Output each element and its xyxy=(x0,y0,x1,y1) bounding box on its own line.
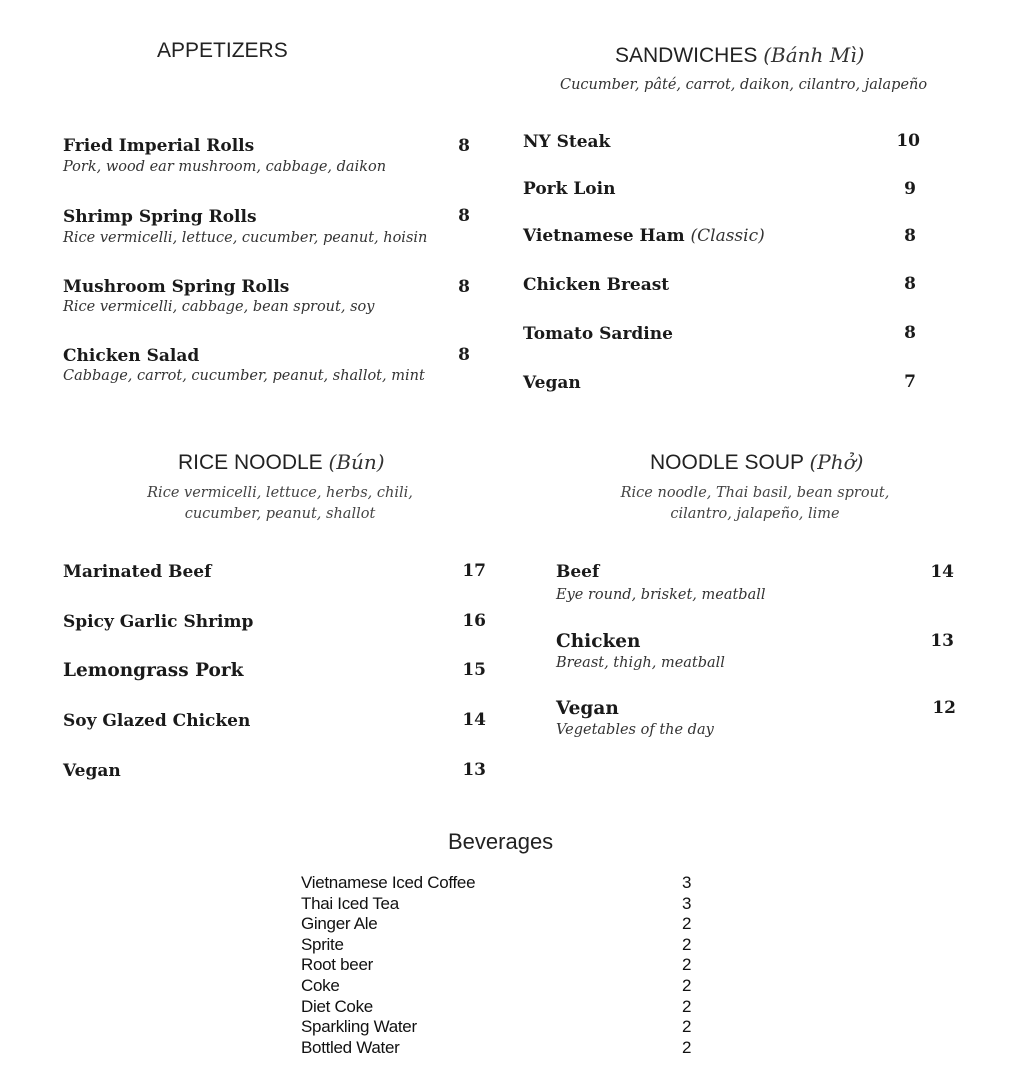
menu-item-price: 15 xyxy=(462,660,486,680)
menu-item-name: NY Steak xyxy=(523,132,611,152)
beverage-price: 2 xyxy=(682,1037,692,1057)
menu-item-name: Vegan xyxy=(63,761,121,781)
menu-item-name-text: Vietnamese Ham xyxy=(523,226,685,246)
beverage-name: Bottled Water xyxy=(301,1037,400,1057)
beverage-price: 2 xyxy=(682,996,692,1016)
menu-item-description: Pork, wood ear mushroom, cabbage, daikon xyxy=(63,159,387,175)
description-line: Rice noodle, Thai basil, bean sprout, xyxy=(620,485,890,501)
beverage-name: Sprite xyxy=(301,934,344,954)
menu-item-name: Marinated Beef xyxy=(63,562,212,582)
menu-item-name: Vegan xyxy=(523,373,581,393)
beverage-price: 2 xyxy=(682,1017,692,1037)
menu-item-price: 13 xyxy=(930,631,954,651)
menu-item-name-note: (Classic) xyxy=(690,226,765,246)
beverage-prices xyxy=(682,873,691,1058)
menu-item-price: 9 xyxy=(904,179,916,199)
beverage-price: 2 xyxy=(682,934,692,954)
menu-item-name: Chicken xyxy=(556,631,641,652)
menu-item-price: 8 xyxy=(904,323,916,343)
menu-item-price: 8 xyxy=(458,206,470,226)
rice-noodle-heading xyxy=(178,450,385,475)
menu-item-description: Cabbage, carrot, cucumber, peanut, shallot, mint xyxy=(63,368,425,384)
menu-item-price: 8 xyxy=(458,277,470,297)
noodle-soup-description xyxy=(595,483,915,525)
sandwiches-title: SANDWICHES xyxy=(615,44,758,67)
beverage-price: 3 xyxy=(682,873,692,892)
menu-item-name xyxy=(523,226,765,246)
description-line: cucumber, peanut, shallot xyxy=(184,506,376,522)
beverage-name: Root beer xyxy=(301,955,373,975)
menu-item-description: Vegetables of the day xyxy=(556,722,714,738)
menu-item-description: Eye round, brisket, meatball xyxy=(556,587,766,603)
menu-item-price: 16 xyxy=(462,611,486,631)
beverage-names xyxy=(301,873,475,1058)
menu-item-price: 7 xyxy=(904,372,916,392)
description-line: Rice vermicelli, lettuce, herbs, chili, xyxy=(147,485,413,501)
menu-item-price: 12 xyxy=(932,698,956,718)
rice-noodle-description xyxy=(120,483,440,525)
sandwiches-description: Cucumber, pâté, carrot, daikon, cilantro, jalapeño xyxy=(560,77,928,93)
menu-item-name: Mushroom Spring Rolls xyxy=(63,277,290,297)
menu-item-name: Spicy Garlic Shrimp xyxy=(63,612,254,632)
menu-item-price: 14 xyxy=(930,562,954,582)
noodle-soup-title: NOODLE SOUP xyxy=(650,451,804,474)
menu-item-price: 8 xyxy=(904,226,916,246)
appetizers-heading: APPETIZERS xyxy=(157,39,288,62)
menu-item-price: 8 xyxy=(458,345,470,365)
menu-item-name: Beef xyxy=(556,562,600,582)
beverage-name: Coke xyxy=(301,975,340,995)
beverage-name: Sparkling Water xyxy=(301,1017,417,1037)
menu-item-name: Fried Imperial Rolls xyxy=(63,136,255,156)
menu-item-name: Chicken Salad xyxy=(63,346,200,366)
beverage-price: 2 xyxy=(682,914,692,934)
description-line: cilantro, jalapeño, lime xyxy=(670,506,840,522)
menu-item-price: 17 xyxy=(462,561,486,581)
menu-item-name: Pork Loin xyxy=(523,179,616,199)
menu-item-price: 14 xyxy=(462,710,486,730)
beverage-name: Vietnamese Iced Coffee xyxy=(301,873,476,892)
menu-item-price: 10 xyxy=(896,131,920,151)
beverages-heading: Beverages xyxy=(448,829,554,854)
noodle-soup-heading xyxy=(650,450,863,475)
menu-item-description: Rice vermicelli, cabbage, bean sprout, soy xyxy=(63,299,375,315)
menu-item-name: Shrimp Spring Rolls xyxy=(63,207,257,227)
beverage-name: Ginger Ale xyxy=(301,914,378,934)
beverage-price: 2 xyxy=(682,955,692,975)
menu-item-price: 13 xyxy=(462,760,486,780)
menu-item-name: Soy Glazed Chicken xyxy=(63,711,251,731)
menu-item-description: Rice vermicelli, lettuce, cucumber, peanut, hoisin xyxy=(63,230,428,246)
menu-item-name: Vegan xyxy=(556,698,619,719)
noodle-soup-title-sub: (Phở) xyxy=(809,450,864,474)
menu-item-price: 8 xyxy=(904,274,916,294)
menu-item-name: Chicken Breast xyxy=(523,275,670,295)
sandwiches-heading xyxy=(615,43,864,68)
menu-item-price: 8 xyxy=(458,136,470,156)
beverage-name: Thai Iced Tea xyxy=(301,893,399,913)
cropped-header-fragment xyxy=(570,0,750,2)
rice-noodle-title-sub: (Bún) xyxy=(328,450,385,474)
rice-noodle-title: RICE NOODLE xyxy=(178,451,323,474)
sandwiches-title-sub: (Bánh Mì) xyxy=(763,43,865,67)
beverage-name: Diet Coke xyxy=(301,996,373,1016)
menu-item-name: Lemongrass Pork xyxy=(63,660,244,681)
menu-item-description: Breast, thigh, meatball xyxy=(556,655,725,671)
beverage-price: 3 xyxy=(682,893,692,913)
menu-item-name: Tomato Sardine xyxy=(523,324,673,344)
beverage-price: 2 xyxy=(682,975,692,995)
